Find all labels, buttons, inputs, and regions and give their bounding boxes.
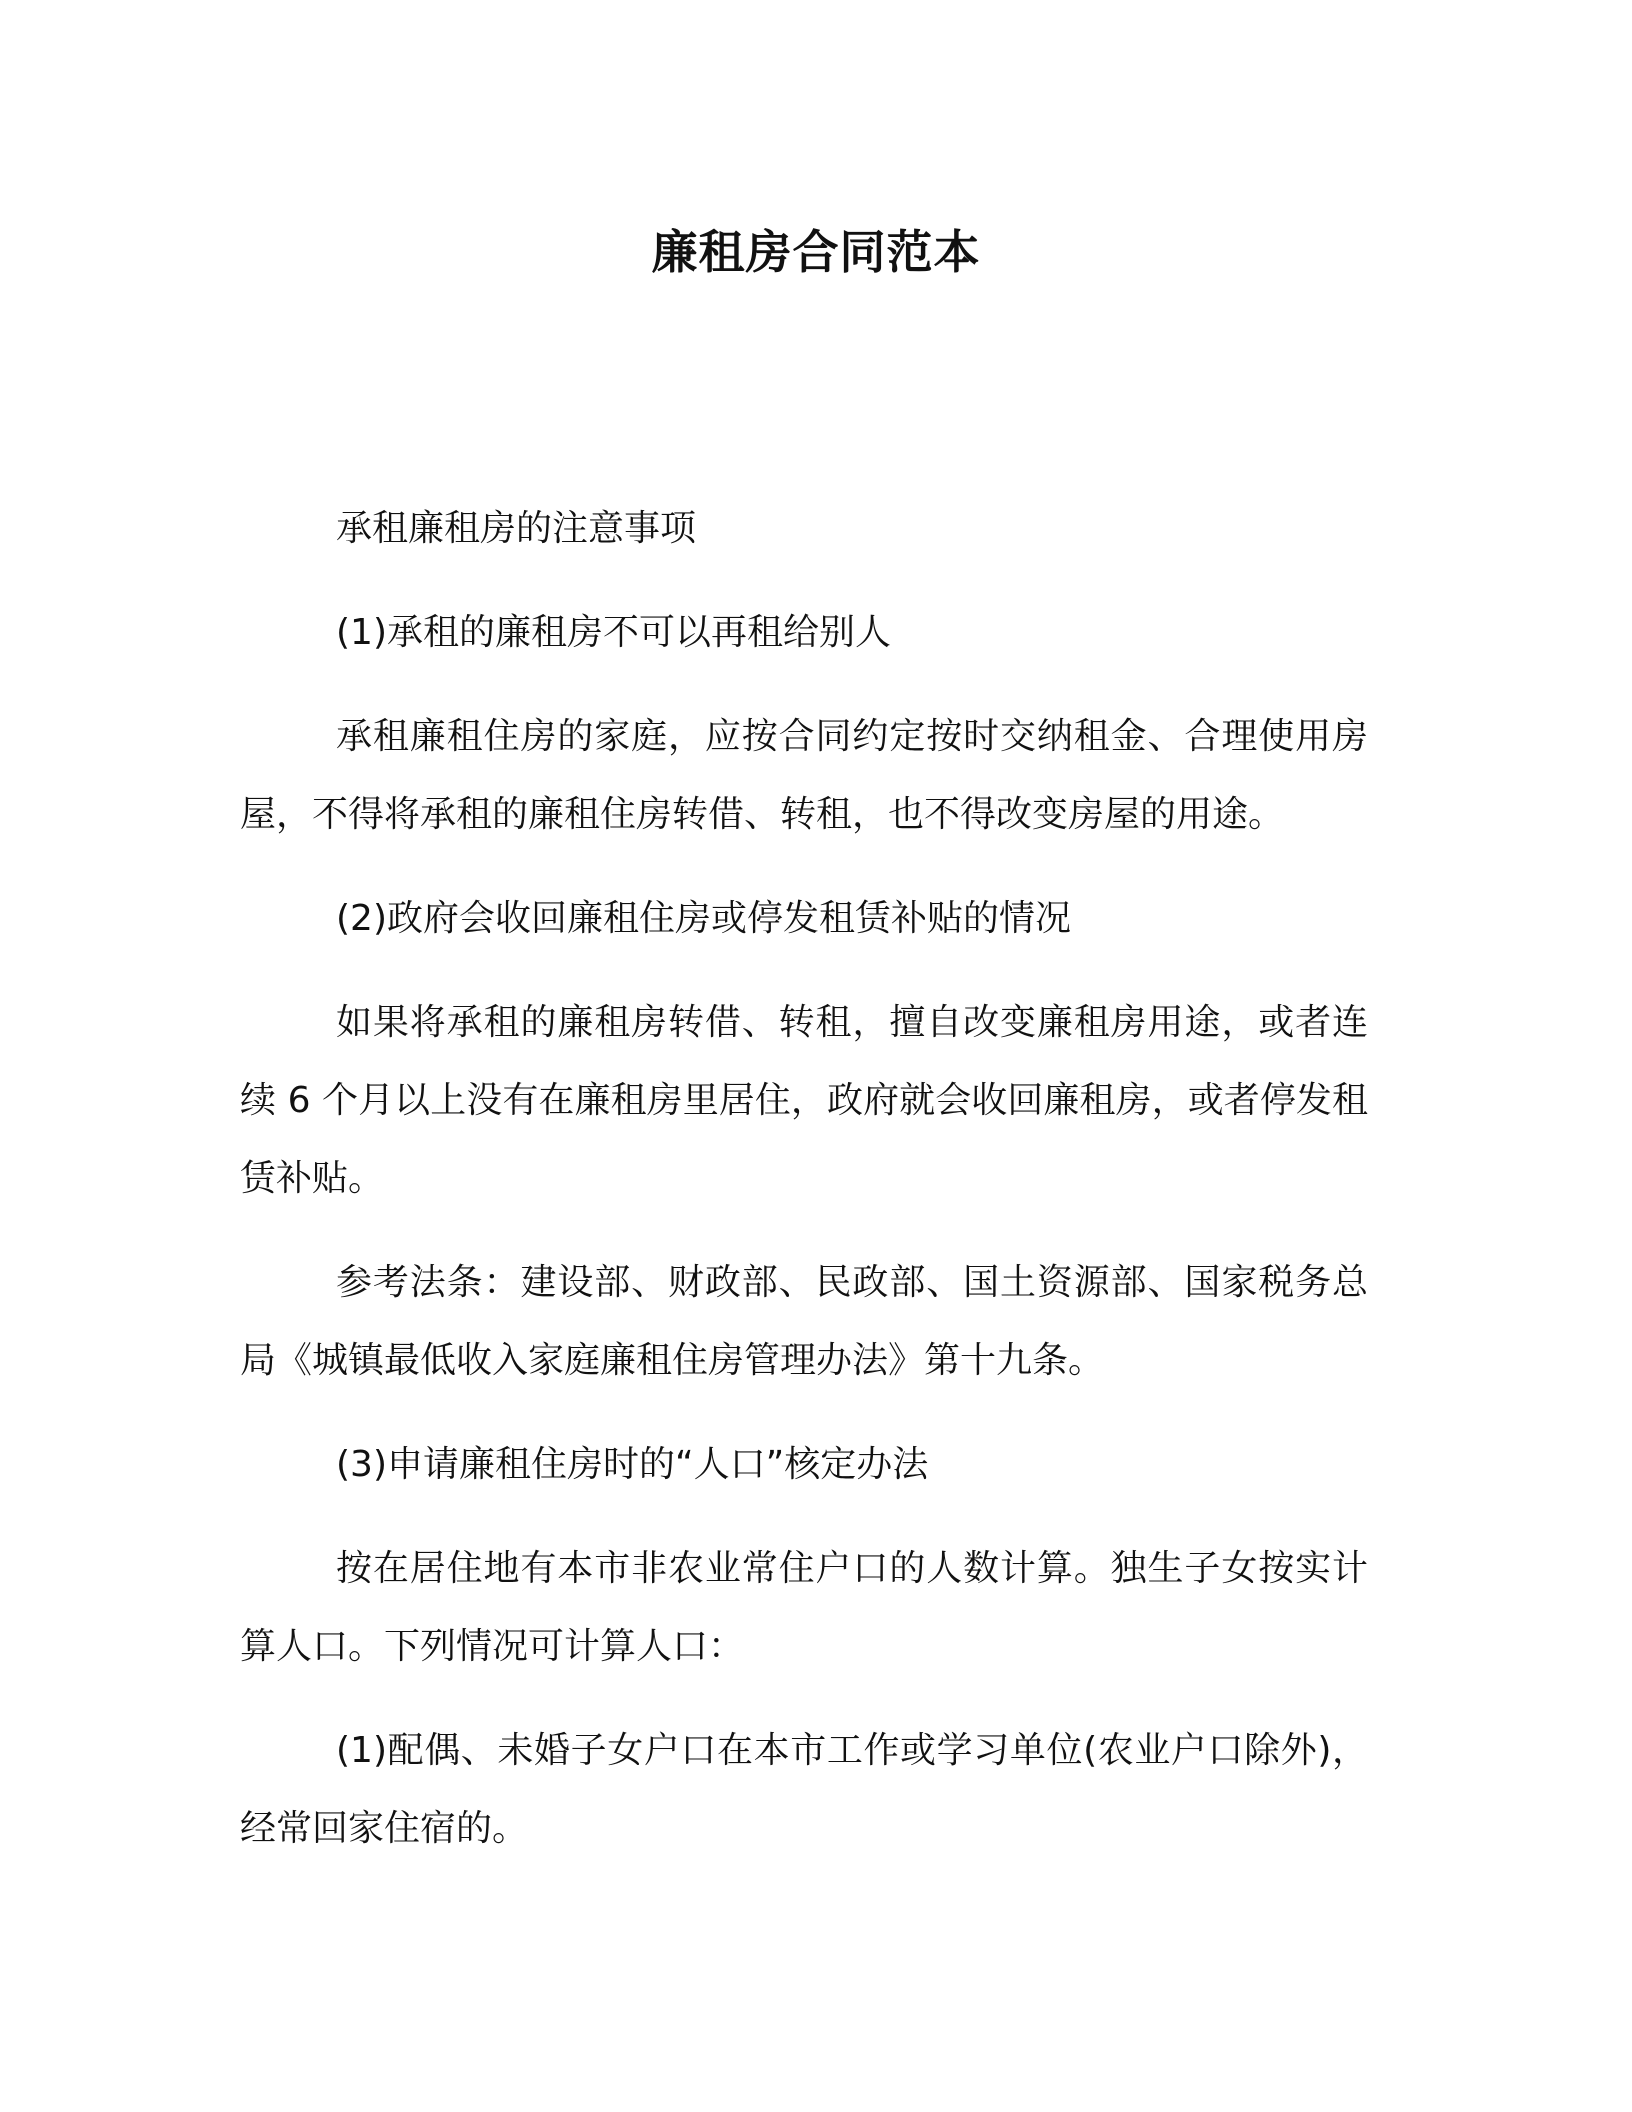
item-heading-1: (1)承租的廉租房不可以再租给别人 bbox=[336, 612, 891, 653]
document-title: 廉租房合同范本 bbox=[651, 225, 981, 279]
section-heading-notes: 承租廉租房的注意事项 bbox=[336, 508, 697, 549]
document-body bbox=[240, 490, 1368, 1894]
paragraph-2: 如果将承租的廉租房转借、转租，擅自改变廉租房用途，或者连续 6 个月以上没有在廉租房里居住，政府就会收回廉租房，或者停发租赁补贴。 bbox=[240, 1002, 1368, 1199]
paragraph-3: 按在居住地有本市非农业常住户口的人数计算。独生子女按实计算人口。下列情况可计算人口： bbox=[240, 1548, 1368, 1667]
legal-reference: 参考法条：建设部、财政部、民政部、国土资源部、国家税务总局《城镇最低收入家庭廉租住房管理办法》第十九条。 bbox=[240, 1262, 1368, 1381]
item-heading-3: (3)申请廉租住房时的“人口”核定办法 bbox=[336, 1444, 929, 1485]
sub-item-1: (1)配偶、未婚子女户口在本市工作或学习单位(农业户口除外)，经常回家住宿的。 bbox=[240, 1730, 1368, 1849]
item-heading-2: (2)政府会收回廉租住房或停发租赁补贴的情况 bbox=[336, 898, 1071, 939]
paragraph-1: 承租廉租住房的家庭，应按合同约定按时交纳租金、合理使用房屋，不得将承租的廉租住房转借、转租，也不得改变房屋的用途。 bbox=[240, 716, 1368, 835]
